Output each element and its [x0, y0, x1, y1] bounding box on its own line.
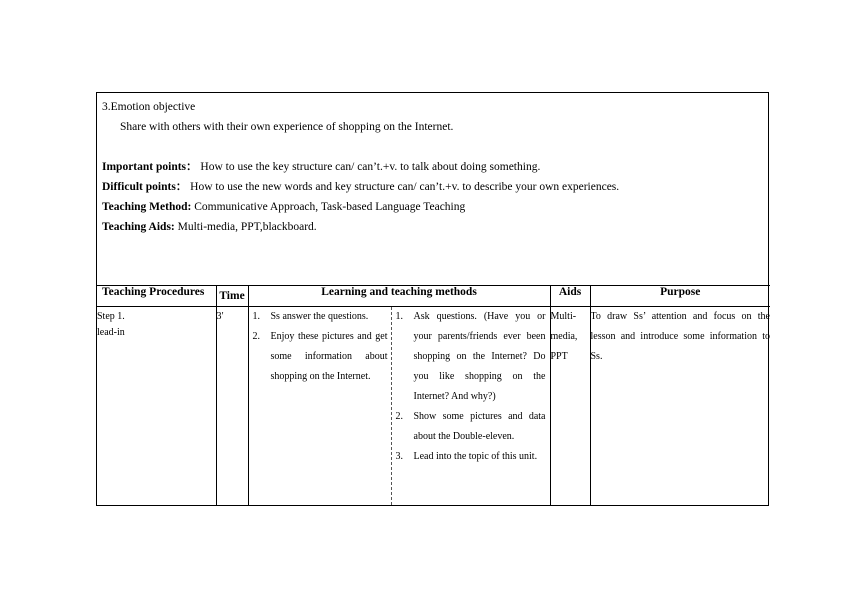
teaching-aids-text: Multi-media, PPT,blackboard. — [174, 221, 317, 233]
teaching-aids-label: Teaching Aids: — [102, 221, 175, 233]
purpose-text: To draw Ss’ attention and focus on the lesson and introduce some information to Ss. — [590, 311, 770, 362]
difficult-points-text: How to use the new words and key structure can/ can’t.+v. to describe your own experiences. — [187, 181, 620, 193]
important-points — [102, 157, 763, 177]
teaching-method-label: Teaching Method: — [102, 201, 192, 213]
list-item: 1. Ss answer the questions. — [252, 311, 369, 322]
emotion-objective-text: Share with others with their own experience of shopping on the Internet. — [120, 121, 454, 133]
difficult-points — [102, 177, 763, 197]
student-activities — [249, 307, 392, 505]
aids-cell — [550, 307, 590, 506]
list-item: 2. Show some pictures and data about the Double-eleven. — [395, 411, 546, 442]
header-methods: Learning and teaching methods — [248, 286, 550, 307]
list-item: 1. Ask questions. (Have you or your parents/friends ever been shopping on the Internet? Do you like shopping on the Internet? And why?) — [395, 311, 546, 402]
purpose-cell — [590, 307, 770, 506]
list-item: 2. Enjoy these pictures and get some information about shopping on the Internet. — [252, 331, 388, 382]
header-teaching-procedures: Teaching Procedures — [97, 286, 216, 307]
header-aids: Aids — [550, 286, 590, 307]
step-name: lead-in — [97, 327, 125, 338]
aids-text: Multi-media, PPT — [550, 311, 578, 362]
table-row — [97, 307, 770, 506]
step-number: Step 1. — [97, 311, 125, 322]
difficult-points-label: Difficult points： — [102, 181, 188, 193]
list-item: 3. Lead into the topic of this unit. — [395, 451, 538, 462]
step-cell — [97, 307, 216, 506]
time-cell — [216, 307, 248, 506]
emotion-objective-heading: 3.Emotion objective — [102, 101, 196, 113]
spacer — [102, 137, 763, 157]
important-points-label: Important points： — [102, 161, 198, 173]
time-value: 3′ — [216, 311, 224, 322]
methods-cell — [248, 307, 550, 506]
header-time: Time — [216, 286, 248, 307]
teaching-method — [102, 197, 763, 217]
teaching-method-text: Communicative Approach, Task-based Language Teaching — [191, 201, 466, 213]
procedures-table — [97, 285, 770, 505]
table-header-row — [97, 286, 770, 307]
lesson-plan-table — [96, 92, 769, 506]
header-purpose: Purpose — [590, 286, 770, 307]
teacher-activities — [392, 307, 549, 505]
objectives-cell — [97, 93, 768, 285]
important-points-text: How to use the key structure can/ can’t.+v. to talk about doing something. — [197, 161, 541, 173]
teaching-aids — [102, 217, 763, 237]
